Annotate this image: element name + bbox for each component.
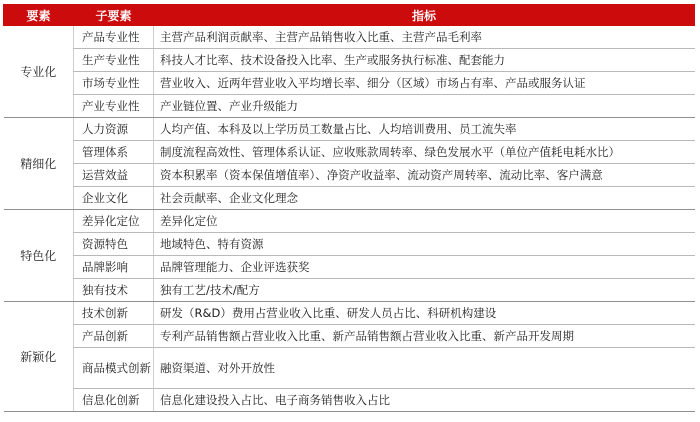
- sub-element-cell: 运营效益: [74, 164, 154, 187]
- indicator-cell: 专利产品销售额占营业收入比重、新产品销售额占营业收入比重、新产品开发周期: [154, 325, 695, 348]
- indicator-cell: 融资渠道、对外开放性: [154, 348, 695, 389]
- table-row: [4, 95, 695, 118]
- sub-element-cell: 人力资源: [74, 118, 154, 141]
- sub-element-cell: 技术创新: [74, 302, 154, 325]
- sub-element-cell: 商品模式创新: [74, 348, 154, 389]
- sub-element-cell: 企业文化: [74, 187, 154, 210]
- indicator-table-wrapper: [3, 4, 695, 412]
- element-cell: 精细化: [4, 118, 74, 210]
- sub-element-cell: 产业专业性: [74, 95, 154, 118]
- indicator-cell: 资本积累率（资本保值增值率）、净资产收益率、流动资产周转率、流动比率、客户满意: [154, 164, 695, 187]
- sub-element-cell: 信息化创新: [74, 389, 154, 412]
- table-row: [4, 26, 695, 49]
- indicator-cell: 人均产值、本科及以上学历员工数量占比、人均培训费用、员工流失率: [154, 118, 695, 141]
- element-cell: 新颖化: [4, 302, 74, 412]
- table-row: [4, 389, 695, 412]
- table-row: [4, 279, 695, 302]
- indicator-cell: 主营产品利润贡献率、主营产品销售收入比重、主营产品毛利率: [154, 26, 695, 49]
- sub-element-cell: 市场专业性: [74, 72, 154, 95]
- indicator-cell: 品牌管理能力、企业评选获奖: [154, 256, 695, 279]
- indicator-cell: 独有工艺/技术/配方: [154, 279, 695, 302]
- table-row: [4, 118, 695, 141]
- sub-element-cell: 产品专业性: [74, 26, 154, 49]
- header-indicator: 指标: [154, 5, 695, 26]
- indicator-cell: 产业链位置、产业升级能力: [154, 95, 695, 118]
- table-row: [4, 302, 695, 325]
- table-row: [4, 233, 695, 256]
- table-header-row: [4, 5, 695, 26]
- indicator-cell: 地域特色、特有资源: [154, 233, 695, 256]
- table-row: [4, 348, 695, 389]
- table-row: [4, 256, 695, 279]
- table-row: [4, 49, 695, 72]
- table-row: [4, 187, 695, 210]
- table-row: [4, 325, 695, 348]
- sub-element-cell: 产品创新: [74, 325, 154, 348]
- table-row: [4, 141, 695, 164]
- sub-element-cell: 差异化定位: [74, 210, 154, 233]
- sub-element-cell: 资源特色: [74, 233, 154, 256]
- indicator-cell: 研发（R&D）费用占营业收入比重、研发人员占比、科研机构建设: [154, 302, 695, 325]
- table-row: [4, 210, 695, 233]
- element-cell: 特色化: [4, 210, 74, 302]
- header-element: 要素: [4, 5, 74, 26]
- indicator-cell: 营业收入、近两年营业收入平均增长率、细分（区域）市场占有率、产品或服务认证: [154, 72, 695, 95]
- table-row: [4, 164, 695, 187]
- indicator-cell: 社会贡献率、企业文化理念: [154, 187, 695, 210]
- sub-element-cell: 独有技术: [74, 279, 154, 302]
- element-cell: 专业化: [4, 26, 74, 118]
- sub-element-cell: 品牌影响: [74, 256, 154, 279]
- indicator-cell: 科技人才比率、技术设备投入比率、生产或服务执行标准、配套能力: [154, 49, 695, 72]
- indicator-cell: 制度流程高效性、管理体系认证、应收账款周转率、绿色发展水平（单位产值耗电耗水比）: [154, 141, 695, 164]
- sub-element-cell: 生产专业性: [74, 49, 154, 72]
- indicator-table: [3, 4, 695, 412]
- sub-element-cell: 管理体系: [74, 141, 154, 164]
- table-row: [4, 72, 695, 95]
- indicator-cell: 信息化建设投入占比、电子商务销售收入占比: [154, 389, 695, 412]
- indicator-cell: 差异化定位: [154, 210, 695, 233]
- header-sub-element: 子要素: [74, 5, 154, 26]
